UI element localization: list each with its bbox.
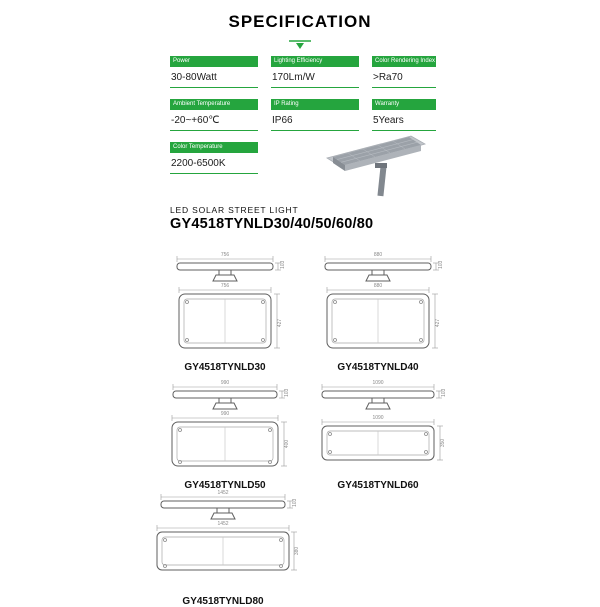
dimension-label: 427 [435, 318, 441, 328]
drawing-unit-tynld50 [145, 378, 305, 491]
spec-row [170, 56, 440, 88]
spec-cell-color-temperature [170, 142, 258, 174]
front-height-dimension [274, 294, 283, 348]
top-view [322, 388, 447, 409]
spec-cell-power [170, 56, 258, 88]
spec-label: Color Temperature [170, 142, 258, 153]
model-label: GY4518TYNLD30 [184, 362, 266, 373]
model-label: GY4518TYNLD50 [184, 480, 266, 491]
dimension-label: 103 [280, 260, 286, 269]
page-title: SPECIFICATION [228, 12, 372, 31]
top-view [173, 388, 290, 409]
top-view [325, 260, 444, 281]
dimension-label: 756 [220, 252, 230, 258]
product-model-line: GY4518TYNLD30/40/50/60/80 [170, 216, 374, 232]
drawing-unit-tynld40 [298, 250, 458, 373]
product-category: LED SOLAR STREET LIGHT [170, 205, 299, 215]
dimension-label: 990 [220, 380, 230, 386]
model-label: GY4518TYNLD60 [337, 480, 419, 491]
model-label: GY4518TYNLD80 [182, 596, 264, 607]
spec-label: Color Rendering Index [372, 56, 436, 67]
dimension-label: 103 [438, 260, 444, 269]
spec-value: >Ra70 [372, 67, 436, 88]
technical-drawing [145, 250, 305, 356]
spec-label: Power [170, 56, 258, 67]
dimension-label: 1452 [217, 521, 229, 527]
dimension-label: 427 [277, 318, 283, 328]
solar-street-light-image [323, 124, 437, 198]
front-height-dimension [281, 422, 290, 466]
front-view [322, 426, 434, 460]
top-view [161, 498, 298, 519]
front-height-dimension [437, 426, 446, 460]
dimension-label: 880 [373, 252, 383, 258]
front-height-dimension [432, 294, 441, 348]
front-view [157, 532, 289, 570]
dimension-label: 380 [294, 546, 300, 556]
top-view-dimension [325, 252, 431, 262]
technical-drawing [143, 488, 303, 590]
spec-value: -20~+60℃ [170, 110, 258, 131]
front-view-dimension [172, 411, 278, 421]
spec-value: 30-80Watt [170, 67, 258, 88]
dimension-label: 756 [220, 283, 230, 289]
technical-drawing [298, 250, 458, 356]
dimension-label: 1090 [372, 415, 384, 421]
top-view-dimension [322, 380, 434, 390]
top-view-dimension [161, 490, 285, 500]
drawing-unit-tynld60 [298, 378, 458, 491]
technical-drawing [145, 378, 305, 474]
spec-value: IP66 [271, 110, 359, 131]
spec-label: Lighting Efficiency [271, 56, 359, 67]
dimension-label: 400 [284, 439, 290, 449]
drawing-unit-tynld30 [145, 250, 305, 373]
dimension-label: 350 [440, 438, 446, 448]
dimension-label: 1452 [217, 490, 229, 496]
top-view-dimension [173, 380, 277, 390]
spec-label: IP Rating [271, 99, 359, 110]
dimension-label: 103 [441, 388, 447, 397]
spec-label: Warranty [372, 99, 436, 110]
dimension-label: 103 [292, 498, 298, 507]
front-view [179, 294, 271, 348]
front-height-dimension [291, 532, 300, 570]
model-label: GY4518TYNLD40 [337, 362, 419, 373]
dimension-label: 990 [220, 411, 230, 417]
technical-drawing [298, 378, 458, 474]
dimension-label: 103 [284, 388, 290, 397]
front-view-dimension [157, 521, 289, 531]
dimension-label: 1090 [372, 380, 384, 386]
front-view-dimension [179, 283, 271, 293]
dimension-label: 880 [373, 283, 383, 289]
title-underline-icon [288, 37, 312, 55]
front-view [327, 294, 429, 348]
top-view-dimension [177, 252, 273, 262]
spec-value: 5Years [372, 110, 436, 131]
top-view [177, 260, 286, 281]
drawing-unit-tynld80 [143, 488, 303, 607]
front-view [172, 422, 278, 466]
spec-value: 2200-6500K [170, 153, 258, 174]
spec-value: 170Lm/W [271, 67, 359, 88]
spec-label: Ambient Temperature [170, 99, 258, 110]
front-view-dimension [322, 415, 434, 425]
spec-cell-color-rendering-index [372, 56, 436, 88]
front-view-dimension [327, 283, 429, 293]
spec-cell-lighting-efficiency [271, 56, 359, 88]
product-photo [323, 124, 437, 203]
spec-cell-ambient-temperature [170, 99, 258, 131]
